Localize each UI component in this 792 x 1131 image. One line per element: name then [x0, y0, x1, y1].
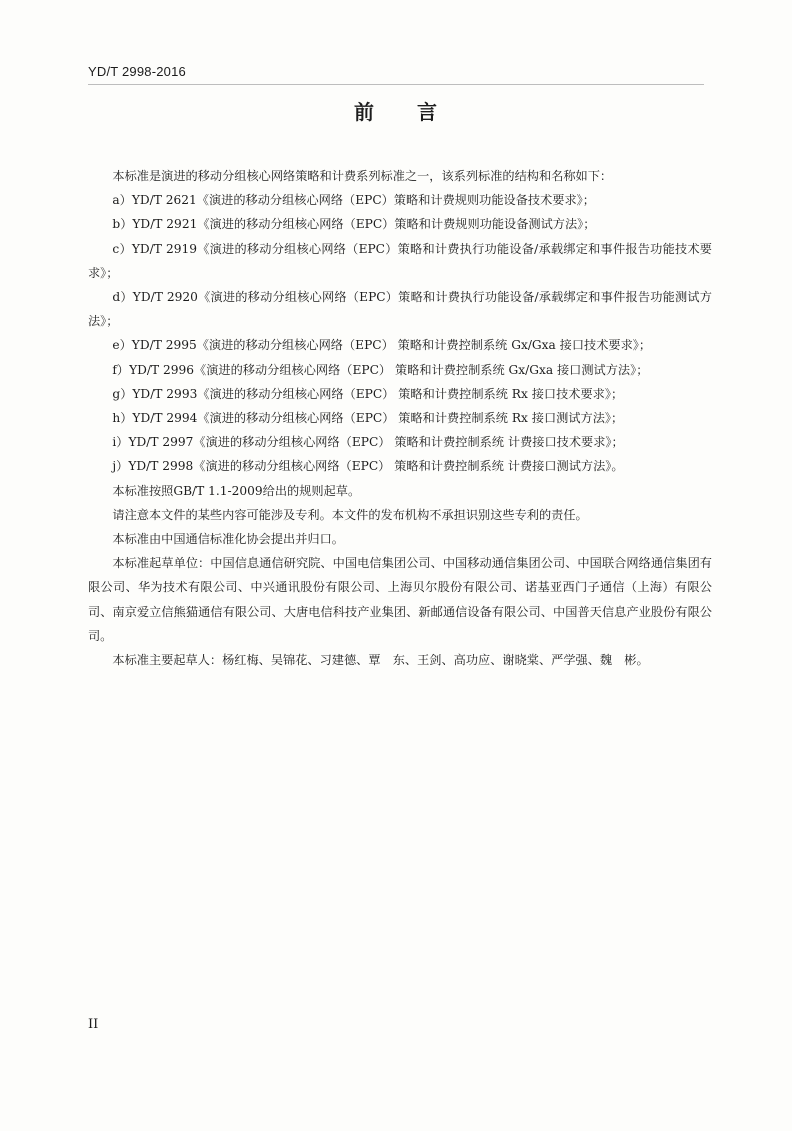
series-item-j: j）YD/T 2998《演进的移动分组核心网络（EPC） 策略和计费控制系统 计费接口测试方法》。	[112, 459, 624, 474]
page-title: 前 言	[354, 100, 438, 124]
foreword-body	[88, 164, 712, 672]
series-item-b: b）YD/T 2921《演进的移动分组核心网络（EPC）策略和计费规则功能设备测试方法》；	[112, 217, 596, 232]
series-item-d: d）YD/T 2920《演进的移动分组核心网络（EPC）策略和计费执行功能设备/承载绑定和事件报告功能测试方法》；	[88, 290, 712, 329]
series-item-i: i）YD/T 2997《演进的移动分组核心网络（EPC） 策略和计费控制系统 计费接口技术要求》；	[112, 435, 624, 450]
drafting-units-paragraph: 本标准起草单位：中国信息通信研究院、中国电信集团公司、中国移动通信集团公司、中国联合网络通信集团有限公司、华为技术有限公司、中兴通讯股份有限公司、上海贝尔股份有限公司、诺基亚西门子通信（上海）有限公司、南京爱立信熊猫通信有限公司、大唐电信科技产业集团、新邮通信设备有限公司、中国普天信息产业股份有限公司。	[88, 556, 712, 643]
intro-paragraph: 本标准是演进的移动分组核心网络策略和计费系列标准之一，该系列标准的结构和名称如下：	[112, 169, 613, 183]
series-item-c: c）YD/T 2919《演进的移动分组核心网络（EPC）策略和计费执行功能设备/承载绑定和事件报告功能技术要求》；	[88, 241, 712, 280]
document-code: YD/T 2998-2016	[88, 64, 186, 79]
series-item-h: h）YD/T 2994《演进的移动分组核心网络（EPC） 策略和计费控制系统 Rx 接口测试方法》；	[112, 411, 624, 426]
header-divider	[88, 84, 704, 85]
series-item-a: a）YD/T 2621《演进的移动分组核心网络（EPC）策略和计费规则功能设备技术要求》；	[112, 193, 595, 208]
patent-notice-paragraph: 请注意本文件的某些内容可能涉及专利。本文件的发布机构不承担识别这些专利的责任。	[112, 507, 588, 522]
drafting-rules-paragraph: 本标准按照GB/T 1.1-2009给出的规则起草。	[112, 483, 361, 498]
series-item-e: e）YD/T 2995《演进的移动分组核心网络（EPC） 策略和计费控制系统 Gx/Gxa 接口技术要求》；	[112, 338, 652, 353]
series-item-g: g）YD/T 2993《演进的移动分组核心网络（EPC） 策略和计费控制系统 Rx 接口技术要求》；	[112, 386, 624, 401]
page-number: II	[88, 1017, 99, 1032]
series-item-f: f）YD/T 2996《演进的移动分组核心网络（EPC） 策略和计费控制系统 Gx/Gxa 接口测试方法》；	[112, 362, 649, 377]
proposer-paragraph: 本标准由中国通信标准化协会提出并归口。	[112, 532, 344, 547]
drafters-paragraph: 本标准主要起草人：杨红梅、吴锦花、习建德、覃 东、王剑、高功应、谢晓棠、严学强、魏 彬。	[112, 653, 649, 668]
